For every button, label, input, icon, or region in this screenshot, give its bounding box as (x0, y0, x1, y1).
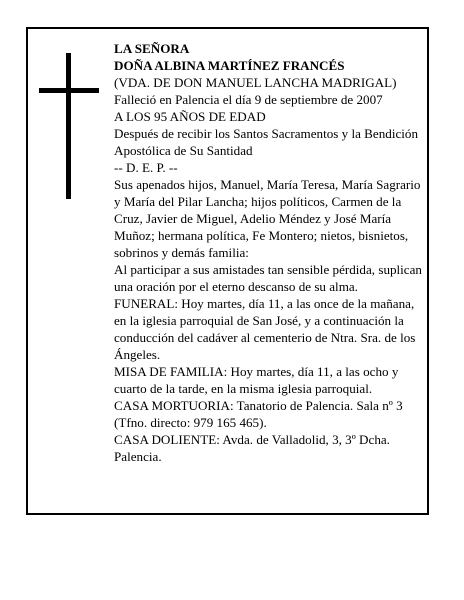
mourners-paragraph: Sus apenados hijos, Manuel, María Teresa, María Sagrario y María del Pilar Lancha; hijos políticos, Carmen de la Cruz, Javier de Miguel, Adelio Méndez y José María Muñoz; hermana política, Fe Montero; nietos, bisnietos, sobrinos y demás familia: (114, 177, 421, 260)
prayer-request-paragraph: Al participar a sus amistades tan sensible pérdida, suplican una oración por el eterno descanso de su alma. (114, 262, 422, 294)
deceased-title: LA SEÑORA (114, 41, 190, 56)
death-line: Falleció en Palencia el día 9 de septiembre de 2007 (114, 92, 383, 107)
mortuary-paragraph: CASA MORTUORIA: Tanatorio de Palencia. Sala nº 3 (Tfno. directo: 979 165 465). (114, 398, 403, 430)
cross-icon (39, 53, 99, 199)
obituary-text (114, 40, 426, 465)
cross-vertical-bar (66, 53, 71, 199)
obituary-notice (26, 27, 429, 515)
age-line: A LOS 95 AÑOS DE EDAD (114, 109, 266, 124)
rip-line: -- D. E. P. -- (114, 160, 178, 175)
home-address-paragraph: CASA DOLIENTE: Avda. de Valladolid, 3, 3º Dcha. Palencia. (114, 432, 390, 464)
deceased-name: DOÑA ALBINA MARTÍNEZ FRANCÉS (114, 58, 345, 73)
cross-horizontal-bar (39, 88, 99, 93)
funeral-paragraph: FUNERAL: Hoy martes, día 11, a las once de la mañana, en la iglesia parroquial de San José, y a continuación la conducción del cadáver al cementerio de Ntra. Sra. de los Ángeles. (114, 296, 416, 362)
family-mass-paragraph: MISA DE FAMILIA: Hoy martes, día 11, a las ocho y cuarto de la tarde, en la misma iglesia parroquial. (114, 364, 399, 396)
widow-of-line: (VDA. DE DON MANUEL LANCHA MADRIGAL) (114, 75, 397, 90)
sacraments-paragraph: Después de recibir los Santos Sacramentos y la Bendición Apostólica de Su Santidad (114, 126, 418, 158)
